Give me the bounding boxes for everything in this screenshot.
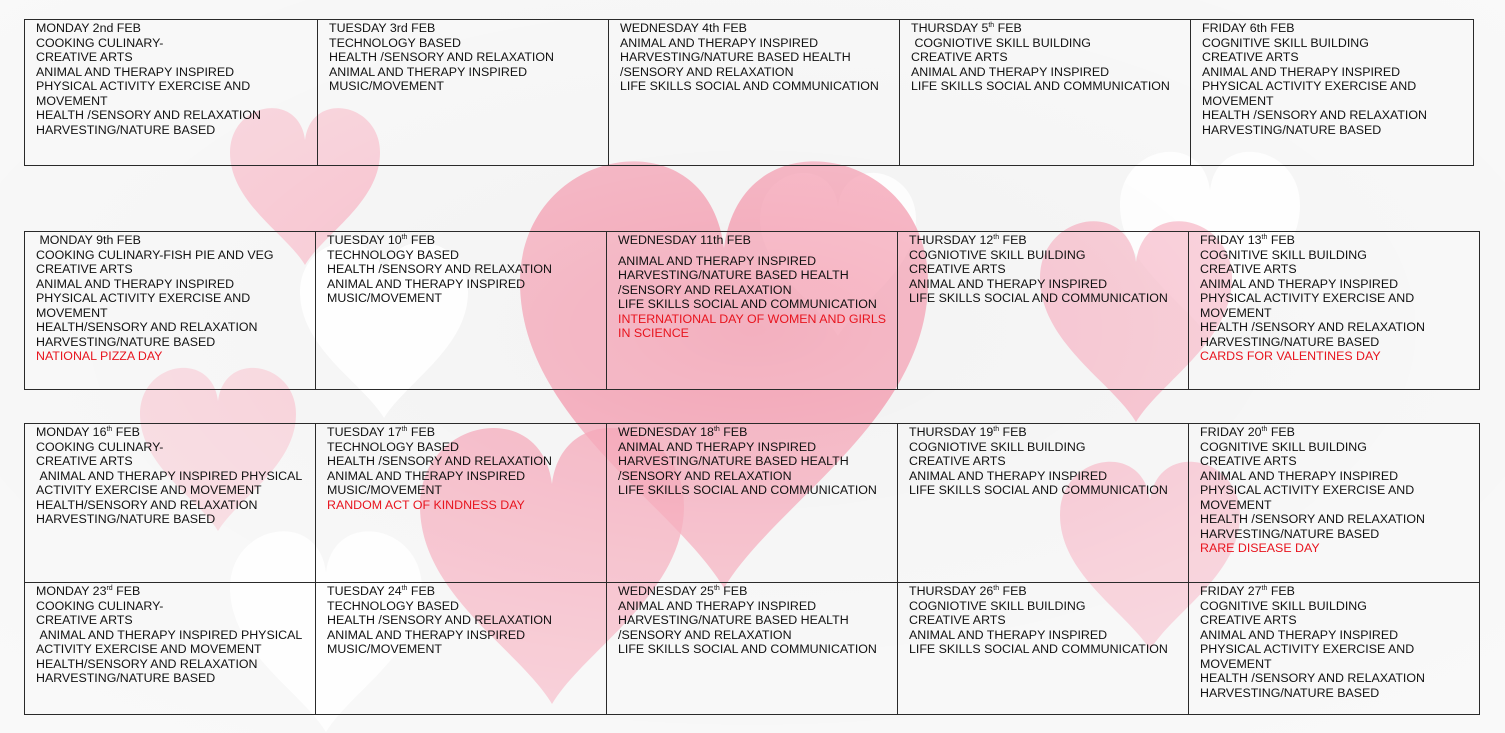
- line-text: THURSDAY 26: [909, 584, 994, 598]
- day-heading: [36, 233, 311, 248]
- day-cell: [316, 232, 607, 390]
- line-text: ANIMAL AND THERAPY INSPIRED: [1200, 276, 1399, 291]
- line-text: ANIMAL AND THERAPY INSPIRED PHYSICAL ACTIVITY EXERCISE AND MOVEMENT: [36, 627, 305, 656]
- line-text: HEALTH /SENSORY AND RELAXATION: [36, 108, 261, 122]
- day-cell: [1189, 232, 1480, 390]
- line-text: COGNIOTIVE SKILL BUILDING: [911, 35, 1091, 50]
- day-cell: [898, 424, 1189, 583]
- day-cell: [607, 232, 898, 390]
- line-text: HEALTH /SENSORY AND RELAXATION: [327, 613, 552, 627]
- activity-item: [36, 599, 311, 614]
- line-text: TECHNOLOGY BASED: [329, 35, 461, 50]
- line-text: CREATIVE ARTS: [36, 50, 133, 64]
- line-text: LIFE SKILLS SOCIAL AND COMMUNICATION: [911, 79, 1170, 93]
- ordinal-suffix: th: [993, 425, 1000, 433]
- activity-item: [329, 50, 604, 65]
- line-text: FEB: [407, 425, 435, 439]
- line-text: HEALTH/SENSORY AND RELAXATION: [36, 320, 258, 334]
- activity-item: [1200, 454, 1475, 469]
- day-heading: [618, 584, 893, 599]
- activity-item: [36, 65, 313, 80]
- line-text: HARVESTING/NATURE BASED HEALTH /SENSORY AND RELAXATION: [618, 268, 853, 297]
- line-text: CREATIVE ARTS: [909, 613, 1006, 627]
- activity-item: [36, 498, 311, 513]
- line-text: HEALTH /SENSORY AND RELAXATION: [327, 262, 552, 276]
- activity-item: [1200, 262, 1475, 277]
- activity-item: [36, 50, 313, 65]
- line-text: RANDOM ACT OF KINDNESS DAY: [327, 497, 525, 512]
- line-text: FEB: [994, 21, 1022, 35]
- day-heading: [36, 21, 313, 36]
- line-text: HEALTH/SENSORY AND RELAXATION: [36, 497, 258, 512]
- line-text: FEB: [999, 584, 1027, 598]
- day-heading: [1200, 584, 1475, 599]
- line-text: FEB: [112, 584, 141, 598]
- line-text: HARVESTING/NATURE BASED: [36, 122, 216, 137]
- line-text: WEDNESDAY 4th FEB: [620, 21, 747, 35]
- line-text: CREATIVE ARTS: [1202, 50, 1299, 64]
- day-heading: [911, 21, 1186, 36]
- activity-item: [911, 65, 1186, 80]
- activity-item: [909, 248, 1184, 263]
- line-text: PHYSICAL ACTIVITY EXERCISE AND MOVEMENT: [1200, 642, 1418, 671]
- line-text: ANIMAL AND THERAPY INSPIRED: [36, 276, 235, 291]
- activity-item: [618, 613, 893, 642]
- line-text: PHYSICAL ACTIVITY EXERCISE AND MOVEMENT: [1200, 291, 1418, 320]
- line-text: HARVESTING/NATURE BASED: [36, 512, 216, 526]
- activity-item: [1200, 512, 1475, 527]
- line-text: COOKING CULINARY-: [36, 598, 164, 613]
- day-heading: [329, 21, 604, 36]
- activity-item: [1202, 50, 1469, 65]
- day-heading: [327, 233, 602, 248]
- activity-item: [620, 79, 895, 94]
- ordinal-suffix: th: [993, 584, 1000, 592]
- activity-item: [327, 277, 602, 292]
- day-heading: [909, 425, 1184, 440]
- line-text: ANIMAL AND THERAPY INSPIRED: [618, 439, 817, 454]
- activity-item: [618, 297, 893, 312]
- line-text: LIFE SKILLS SOCIAL AND COMMUNICATION: [909, 483, 1168, 497]
- ordinal-suffix: th: [401, 584, 408, 592]
- activity-item: [1200, 613, 1475, 628]
- activity-item: [909, 440, 1184, 455]
- line-text: CREATIVE ARTS: [1200, 262, 1297, 276]
- ordinal-suffix: th: [713, 425, 720, 433]
- day-heading: [1200, 425, 1475, 440]
- line-text: LIFE SKILLS SOCIAL AND COMMUNICATION: [620, 79, 879, 93]
- activity-item: [327, 613, 602, 628]
- line-text: PHYSICAL ACTIVITY EXERCISE AND MOVEMENT: [36, 291, 254, 320]
- line-text: ANIMAL AND THERAPY INSPIRED: [618, 253, 817, 268]
- activity-item: [909, 262, 1184, 277]
- activity-item: [327, 440, 602, 455]
- activity-item: [1202, 36, 1469, 51]
- line-text: WEDNESDAY 18: [618, 425, 714, 439]
- line-text: TUESDAY 3rd FEB: [329, 21, 436, 35]
- line-text: COOKING CULINARY-: [36, 35, 164, 50]
- line-text: ANIMAL AND THERAPY INSPIRED: [620, 35, 819, 50]
- ordinal-suffix: th: [401, 233, 408, 241]
- activity-item: [36, 291, 311, 320]
- activity-item: [620, 36, 895, 51]
- activity-item: [327, 469, 602, 484]
- special-day-note: [618, 312, 893, 341]
- line-text: ANIMAL AND THERAPY INSPIRED: [1202, 64, 1401, 79]
- activity-item: [911, 50, 1186, 65]
- special-day-note: [1200, 541, 1475, 556]
- line-text: NATIONAL PIZZA DAY: [36, 349, 163, 363]
- activity-item: [36, 671, 311, 686]
- line-text: COGNITIVE SKILL BUILDING: [1200, 247, 1367, 262]
- line-text: ANIMAL AND THERAPY INSPIRED: [1200, 468, 1399, 483]
- line-text: ANIMAL AND THERAPY INSPIRED: [909, 276, 1108, 291]
- line-text: FEB: [999, 425, 1027, 439]
- line-text: CREATIVE ARTS: [36, 262, 133, 276]
- activity-item: [327, 599, 602, 614]
- line-text: FRIDAY 20: [1200, 425, 1262, 439]
- day-heading: [620, 21, 895, 36]
- line-text: ANIMAL AND THERAPY INSPIRED: [1200, 627, 1399, 642]
- line-text: ANIMAL AND THERAPY INSPIRED: [36, 64, 235, 79]
- activity-item: [327, 628, 602, 643]
- line-text: CREATIVE ARTS: [911, 50, 1008, 64]
- day-cell: [898, 232, 1189, 390]
- ordinal-suffix: rd: [106, 584, 113, 592]
- day-cell: [1191, 20, 1474, 166]
- line-text: ANIMAL AND THERAPY INSPIRED: [327, 627, 526, 642]
- line-text: MUSIC/MOVEMENT: [327, 483, 442, 497]
- day-heading: [327, 425, 602, 440]
- line-text: HARVESTING/NATURE BASED: [1200, 334, 1380, 349]
- day-cell: [607, 424, 898, 583]
- line-text: CREATIVE ARTS: [909, 262, 1006, 276]
- activity-item: [1202, 123, 1469, 138]
- activity-item: [36, 262, 311, 277]
- day-cell: [900, 20, 1191, 166]
- line-text: LIFE SKILLS SOCIAL AND COMMUNICATION: [909, 291, 1168, 305]
- activity-item: [36, 613, 311, 628]
- line-text: PHYSICAL ACTIVITY EXERCISE AND MOVEMENT: [36, 79, 254, 108]
- activity-item: [36, 320, 311, 335]
- day-heading: [327, 584, 602, 599]
- activity-item: [909, 483, 1184, 498]
- day-cell: [1189, 424, 1480, 583]
- activity-item: [329, 79, 604, 94]
- activity-item: [618, 440, 893, 455]
- line-text: THURSDAY 12: [909, 233, 994, 247]
- line-text: HEALTH /SENSORY AND RELAXATION: [329, 50, 554, 64]
- weeks-3-4-table: [24, 423, 1480, 715]
- day-heading: [909, 584, 1184, 599]
- activity-item: [36, 79, 313, 108]
- activity-item: [909, 454, 1184, 469]
- line-text: FEB: [1267, 584, 1295, 598]
- line-text: COOKING CULINARY-: [36, 439, 164, 454]
- activity-item: [618, 483, 893, 498]
- activity-item: [36, 36, 313, 51]
- day-cell: [316, 583, 607, 715]
- day-heading: [36, 425, 311, 440]
- line-text: TUESDAY 24: [327, 584, 402, 598]
- activity-item: [909, 291, 1184, 306]
- ordinal-suffix: th: [106, 425, 113, 433]
- activity-item: [36, 469, 311, 498]
- activity-item: [327, 483, 602, 498]
- activity-item: [1200, 642, 1475, 671]
- line-text: HARVESTING/NATURE BASED HEALTH /SENSORY AND RELAXATION: [618, 454, 853, 483]
- day-heading: [909, 233, 1184, 248]
- special-day-note: [327, 498, 602, 513]
- activity-item: [1200, 335, 1475, 350]
- ordinal-suffix: th: [1261, 233, 1268, 241]
- line-text: LIFE SKILLS SOCIAL AND COMMUNICATION: [618, 642, 877, 656]
- week-2-table: [24, 231, 1480, 390]
- activity-item: [1200, 248, 1475, 263]
- line-text: HEALTH /SENSORY AND RELAXATION: [1200, 671, 1425, 685]
- day-cell: [898, 583, 1189, 715]
- line-text: TUESDAY 10: [327, 233, 402, 247]
- activity-item: [1200, 277, 1475, 292]
- line-text: WEDNESDAY 25: [618, 584, 714, 598]
- line-text: MONDAY 16: [36, 425, 107, 439]
- line-text: MUSIC/MOVEMENT: [327, 642, 442, 656]
- activity-item: [36, 440, 311, 455]
- line-text: PHYSICAL ACTIVITY EXERCISE AND MOVEMENT: [1202, 79, 1420, 108]
- activity-item: [36, 108, 313, 123]
- line-text: ANIMAL AND THERAPY INSPIRED: [911, 64, 1110, 79]
- activity-item: [1202, 65, 1469, 80]
- activity-item: [909, 277, 1184, 292]
- line-text: MONDAY 9th FEB: [36, 233, 141, 247]
- activity-item: [618, 599, 893, 614]
- activity-item: [1200, 320, 1475, 335]
- activity-item: [36, 335, 311, 350]
- week-1-table: [24, 19, 1474, 166]
- line-text: FEB: [407, 233, 435, 247]
- activity-item: [909, 613, 1184, 628]
- day-cell: [25, 424, 316, 583]
- line-text: MUSIC/MOVEMENT: [327, 291, 442, 305]
- line-text: FRIDAY 13: [1200, 233, 1262, 247]
- activity-item: [618, 642, 893, 657]
- line-text: FEB: [1267, 233, 1295, 247]
- line-text: TECHNOLOGY BASED: [327, 598, 459, 613]
- ordinal-suffix: th: [713, 584, 720, 592]
- day-cell: [607, 583, 898, 715]
- day-heading: [1202, 21, 1469, 36]
- line-text: FRIDAY 6th FEB: [1202, 21, 1295, 35]
- activity-item: [36, 628, 311, 657]
- ordinal-suffix: th: [993, 233, 1000, 241]
- activity-item: [327, 262, 602, 277]
- line-text: CREATIVE ARTS: [909, 454, 1006, 468]
- activity-item: [327, 454, 602, 469]
- activity-item: [36, 248, 311, 263]
- ordinal-suffix: th: [1261, 584, 1268, 592]
- day-cell: [609, 20, 900, 166]
- line-text: ANIMAL AND THERAPY INSPIRED: [618, 598, 817, 613]
- line-text: CREATIVE ARTS: [1200, 454, 1297, 468]
- line-text: FEB: [999, 233, 1027, 247]
- day-cell: [1189, 583, 1480, 715]
- activity-item: [909, 599, 1184, 614]
- line-text: HARVESTING/NATURE BASED: [36, 671, 216, 685]
- line-text: PHYSICAL ACTIVITY EXERCISE AND MOVEMENT: [1200, 483, 1418, 512]
- line-text: HEALTH /SENSORY AND RELAXATION: [1202, 108, 1427, 122]
- line-text: CREATIVE ARTS: [36, 613, 133, 627]
- activity-item: [1200, 686, 1475, 701]
- activity-item: [36, 657, 311, 672]
- day-heading: [618, 425, 893, 440]
- line-text: HARVESTING/NATURE BASED HEALTH /SENSORY AND RELAXATION: [620, 50, 855, 79]
- line-text: HEALTH /SENSORY AND RELAXATION: [1200, 512, 1425, 526]
- line-text: WEDNESDAY 11th FEB: [618, 233, 751, 247]
- line-text: COGNITIVE SKILL BUILDING: [1200, 439, 1367, 454]
- day-heading: [36, 584, 311, 599]
- activity-item: [1200, 440, 1475, 455]
- line-text: COGNIOTIVE SKILL BUILDING: [909, 439, 1086, 454]
- line-text: ANIMAL AND THERAPY INSPIRED: [329, 64, 528, 79]
- line-text: MONDAY 2nd FEB: [36, 21, 141, 35]
- line-text: FEB: [112, 425, 140, 439]
- line-text: HEALTH /SENSORY AND RELAXATION: [1200, 320, 1425, 334]
- line-text: FEB: [1267, 425, 1295, 439]
- line-text: FEB: [407, 584, 435, 598]
- activity-item: [1202, 108, 1469, 123]
- activity-item: [329, 36, 604, 51]
- line-text: CREATIVE ARTS: [1200, 613, 1297, 627]
- line-text: HARVESTING/NATURE BASED: [36, 334, 216, 349]
- line-text: ANIMAL AND THERAPY INSPIRED: [909, 468, 1108, 483]
- activity-item: [36, 512, 311, 527]
- activity-item: [620, 50, 895, 79]
- line-text: TECHNOLOGY BASED: [327, 247, 459, 262]
- ordinal-suffix: th: [401, 425, 408, 433]
- line-text: MUSIC/MOVEMENT: [329, 79, 444, 93]
- line-text: HEALTH/SENSORY AND RELAXATION: [36, 656, 258, 671]
- activity-item: [1200, 527, 1475, 542]
- line-text: LIFE SKILLS SOCIAL AND COMMUNICATION: [618, 297, 877, 311]
- activity-item: [909, 628, 1184, 643]
- activity-item: [1200, 671, 1475, 686]
- line-text: HARVESTING/NATURE BASED: [1202, 122, 1382, 137]
- activity-item: [911, 36, 1186, 51]
- activity-item: [36, 123, 313, 138]
- activity-item: [1200, 483, 1475, 512]
- line-text: LIFE SKILLS SOCIAL AND COMMUNICATION: [618, 483, 877, 497]
- line-text: HARVESTING/NATURE BASED: [1200, 685, 1380, 700]
- activity-item: [1200, 599, 1475, 614]
- line-text: THURSDAY 5: [911, 21, 989, 35]
- activity-item: [1202, 79, 1469, 108]
- line-text: COOKING CULINARY-FISH PIE AND VEG: [36, 247, 274, 262]
- line-text: FEB: [719, 584, 748, 598]
- activity-item: [327, 642, 602, 657]
- line-text: ANIMAL AND THERAPY INSPIRED: [327, 468, 526, 483]
- line-text: HARVESTING/NATURE BASED HEALTH /SENSORY AND RELAXATION: [618, 613, 853, 642]
- activity-item: [1200, 291, 1475, 320]
- activity-item: [327, 248, 602, 263]
- line-text: FEB: [719, 425, 748, 439]
- line-text: MONDAY 23: [36, 584, 107, 598]
- activity-item: [909, 642, 1184, 657]
- line-text: CARDS FOR VALENTINES DAY: [1200, 349, 1381, 363]
- day-cell: [25, 232, 316, 390]
- line-text: COGNITIVE SKILL BUILDING: [1202, 35, 1369, 50]
- activity-item: [911, 79, 1186, 94]
- activity-item: [1200, 628, 1475, 643]
- activity-item: [329, 65, 604, 80]
- day-cell: [316, 424, 607, 583]
- line-text: TECHNOLOGY BASED: [327, 439, 459, 454]
- activity-item: [618, 454, 893, 483]
- activity-item: [36, 277, 311, 292]
- activity-item: [1200, 469, 1475, 484]
- special-day-note: [1200, 349, 1475, 364]
- line-text: ANIMAL AND THERAPY INSPIRED: [327, 276, 526, 291]
- line-text: THURSDAY 19: [909, 425, 994, 439]
- activity-item: [618, 268, 893, 297]
- line-text: COGNITIVE SKILL BUILDING: [1200, 598, 1367, 613]
- line-text: LIFE SKILLS SOCIAL AND COMMUNICATION: [909, 642, 1168, 656]
- line-text: HEALTH /SENSORY AND RELAXATION: [327, 454, 552, 468]
- day-cell: [25, 20, 318, 166]
- line-text: TUESDAY 17: [327, 425, 402, 439]
- line-text: CREATIVE ARTS: [36, 454, 133, 468]
- line-text: COGNIOTIVE SKILL BUILDING: [909, 598, 1086, 613]
- ordinal-suffix: th: [988, 21, 995, 29]
- line-text: INTERNATIONAL DAY OF WOMEN AND GIRLS IN SCIENCE: [618, 311, 890, 340]
- activity-item: [618, 254, 893, 269]
- activity-item: [327, 291, 602, 306]
- activity-item: [909, 469, 1184, 484]
- day-cell: [25, 583, 316, 715]
- line-text: RARE DISEASE DAY: [1200, 541, 1320, 555]
- line-text: HARVESTING/NATURE BASED: [1200, 526, 1380, 541]
- line-text: COGNIOTIVE SKILL BUILDING: [909, 247, 1086, 262]
- line-text: FRIDAY 27: [1200, 584, 1262, 598]
- day-heading: [618, 233, 893, 248]
- line-text: ANIMAL AND THERAPY INSPIRED PHYSICAL ACTIVITY EXERCISE AND MOVEMENT: [36, 468, 305, 497]
- special-day-note: [36, 349, 311, 364]
- day-heading: [1200, 233, 1475, 248]
- line-text: ANIMAL AND THERAPY INSPIRED: [909, 627, 1108, 642]
- activity-item: [36, 454, 311, 469]
- day-cell: [318, 20, 609, 166]
- ordinal-suffix: th: [1261, 425, 1268, 433]
